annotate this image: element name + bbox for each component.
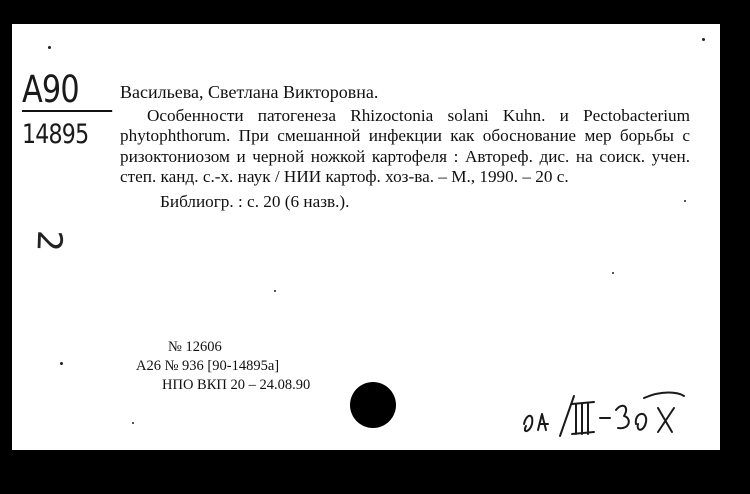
speck — [132, 422, 134, 424]
catalog-card — [12, 24, 720, 450]
speck — [702, 38, 705, 41]
bibliography-note: Библиогр. : с. 20 (6 назв.). — [160, 191, 350, 211]
shelf-mark-bottom: 14895 — [22, 119, 89, 150]
control-number: № 12606 — [168, 339, 222, 355]
author-heading: Васильева, Светлана Викторовна. — [120, 82, 379, 102]
title-description: Особенности патогенеза Rhizoctonia solani Kuhn. и Pectobacterium phytophthorum. При смешанной инфекции как обоснование мер борьбы с ризоктониозом и черной ножкой картофеля : Автореф. дис. на соиск. учен. степ. канд. с.-х. наук / НИИ картоф. хоз-ва. – М., 1990. – 20 с. — [120, 105, 690, 187]
shelf-mark — [22, 70, 112, 152]
bibliographic-entry — [120, 82, 690, 213]
registration-date: НПО ВКП 20 – 24.08.90 — [162, 377, 311, 393]
copy-number: 2 — [28, 229, 70, 253]
speck — [48, 46, 51, 49]
punch-hole — [350, 382, 396, 428]
shelf-mark-top: А90 — [22, 70, 112, 112]
handwritten-signature — [512, 374, 692, 442]
speck — [274, 290, 276, 292]
speck — [684, 200, 686, 202]
speck — [612, 272, 614, 274]
control-info — [122, 338, 310, 395]
speck — [60, 362, 63, 365]
accession-number: А26 № 936 [90-14895а] — [136, 358, 280, 374]
